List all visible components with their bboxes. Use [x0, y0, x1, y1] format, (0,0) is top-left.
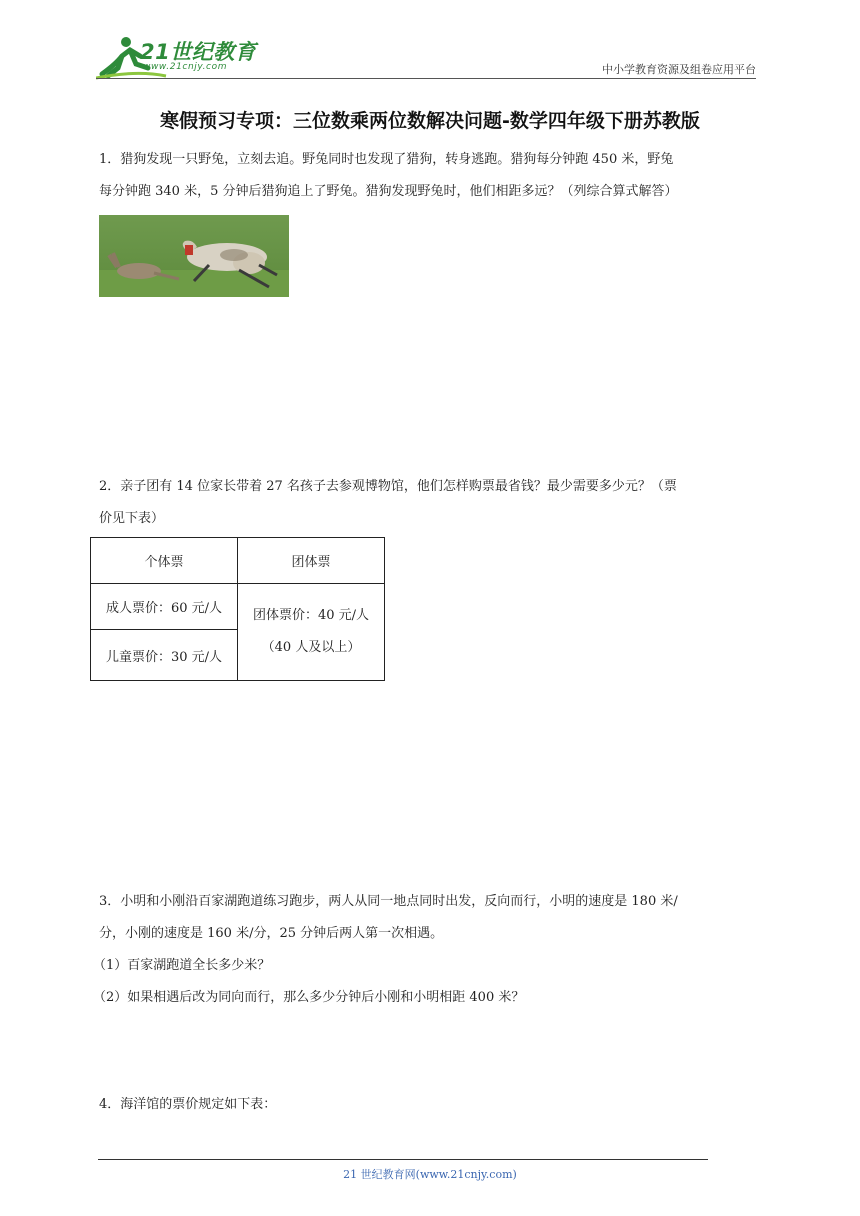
group-condition: （40 人及以上）	[261, 640, 361, 655]
table-row	[91, 584, 385, 630]
header-divider	[96, 78, 756, 79]
question-1	[99, 144, 763, 208]
question-1-line-2: 每分钟跑 340 米，5 分钟后猎狗追上了野兔。猎狗发现野兔时，他们相距多远？（列综合算式解答）	[99, 184, 678, 199]
question-1-line-1: 1．猎狗发现一只野兔，立刻去追。野兔同时也发现了猎狗，转身逃跑。猎狗每分钟跑 450 米，野兔	[99, 152, 674, 167]
ticket-price-table	[90, 537, 385, 681]
footer-link[interactable]: 21 世纪教育网(www.21cnjy.com)	[343, 1168, 517, 1181]
page-title: 寒假预习专项：三位数乘两位数解决问题-数学四年级下册苏教版	[160, 110, 700, 132]
group-price-cell	[238, 584, 385, 681]
footer-divider	[98, 1159, 708, 1160]
question-3-sub-1: （1）百家湖跑道全长多少米？	[93, 958, 271, 973]
question-3-line-2: 分，小刚的速度是 160 米/分，25 分钟后两人第一次相遇。	[99, 926, 444, 941]
child-price-cell: 儿童票价：30 元/人	[91, 630, 238, 681]
logo-url: www.21cnjy.com	[143, 62, 228, 72]
header-individual-ticket: 个体票	[91, 538, 238, 584]
question-4	[99, 1089, 763, 1121]
header-group-ticket: 团体票	[238, 538, 385, 584]
question-2	[99, 471, 763, 535]
site-tagline: 中小学教育资源及组卷应用平台	[602, 63, 756, 76]
question-2-line-2: 价见下表）	[99, 511, 165, 526]
question-3	[93, 886, 763, 1014]
adult-price-cell: 成人票价：60 元/人	[91, 584, 238, 630]
question-3-line-1: 3．小明和小刚沿百家湖跑道练习跑步，两人从同一地点同时出发，反向而行，小明的速度是 180 米/	[99, 894, 678, 909]
group-price: 团体票价：40 元/人	[252, 608, 370, 623]
logo-wordmark: 21世纪教育	[140, 40, 257, 64]
question-4-line-1: 4．海洋馆的票价规定如下表：	[99, 1097, 277, 1112]
question-2-line-1: 2．亲子团有 14 位家长带着 27 名孩子去参观博物馆，他们怎样购票最省钱？最少需要多少元？（票	[99, 479, 677, 494]
table-row	[91, 538, 385, 584]
question-3-sub-2: （2）如果相遇后改为同向而行，那么多少分钟后小刚和小明相距 400 米？	[93, 990, 525, 1005]
greyhound-chasing-rabbit-image	[99, 215, 289, 297]
